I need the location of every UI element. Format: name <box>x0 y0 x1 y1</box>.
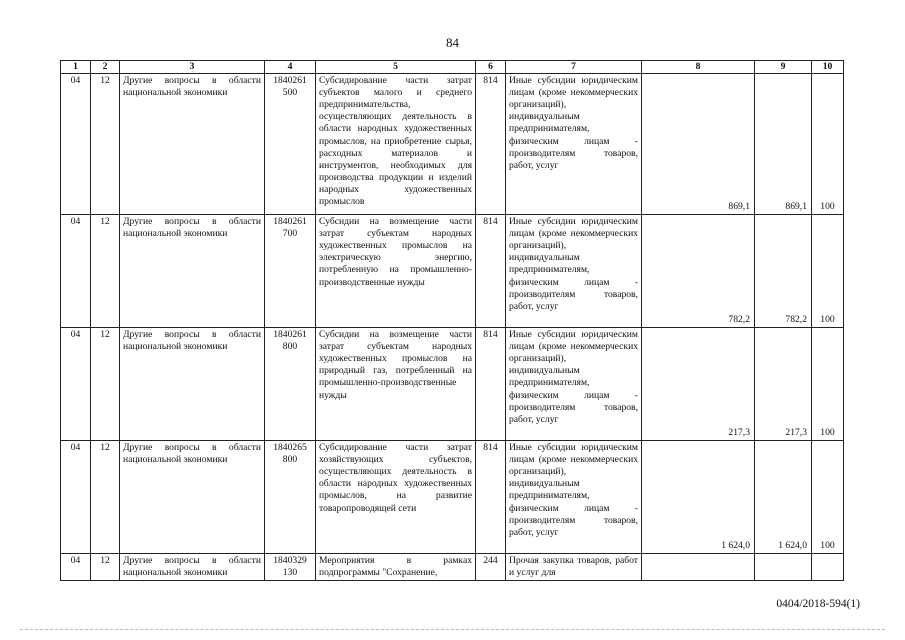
table-row <box>61 74 844 215</box>
target-article-code: 1840261 500 <box>265 74 316 215</box>
subsection-code: 12 <box>91 441 120 554</box>
actual-amount: 782,2 <box>755 215 812 328</box>
execution-percent: 100 <box>812 441 844 554</box>
subsection-code: 12 <box>91 554 120 581</box>
actual-amount <box>755 554 812 581</box>
target-article-code: 1840265 800 <box>265 441 316 554</box>
table-row <box>61 441 844 554</box>
col-header-3: 3 <box>120 61 265 74</box>
expense-type-name: Иные субсидии юридическим лицам (кроме некоммерческих организаций), индивидуальным предпринимателям, физическим лицам - производителям товаров, работ, услуг <box>506 441 642 554</box>
section-code: 04 <box>61 74 91 215</box>
section-name: Другие вопросы в области национальной экономики <box>120 554 265 581</box>
document-code: 0404/2018-594(1) <box>776 598 860 610</box>
table-row <box>61 215 844 328</box>
col-header-4: 4 <box>265 61 316 74</box>
col-header-5: 5 <box>316 61 476 74</box>
col-header-2: 2 <box>91 61 120 74</box>
col-header-9: 9 <box>755 61 812 74</box>
expense-type-code: 814 <box>476 441 506 554</box>
section-code: 04 <box>61 328 91 441</box>
section-name: Другие вопросы в области национальной экономики <box>120 215 265 328</box>
expense-type-name: Иные субсидии юридическим лицам (кроме некоммерческих организаций), индивидуальным предпринимателям, физическим лицам - производителям товаров, работ, услуг <box>506 74 642 215</box>
article-description: Субсидии на возмещение части затрат субъектам народных художественных промыслов на природный газ, потребленный на промышленно-производственные нужды <box>316 328 476 441</box>
col-header-1: 1 <box>61 61 91 74</box>
planned-amount: 869,1 <box>642 74 755 215</box>
section-name: Другие вопросы в области национальной экономики <box>120 441 265 554</box>
section-name: Другие вопросы в области национальной экономики <box>120 328 265 441</box>
col-header-10: 10 <box>812 61 844 74</box>
section-code: 04 <box>61 554 91 581</box>
expense-type-name: Иные субсидии юридическим лицам (кроме некоммерческих организаций), индивидуальным предпринимателям, физическим лицам - производителям товаров, работ, услуг <box>506 328 642 441</box>
article-description: Мероприятия в рамках подпрограммы "Сохранение, <box>316 554 476 581</box>
planned-amount: 1 624,0 <box>642 441 755 554</box>
target-article-code: 1840261 700 <box>265 215 316 328</box>
table-row <box>61 328 844 441</box>
execution-percent: 100 <box>812 215 844 328</box>
expense-type-code: 814 <box>476 74 506 215</box>
target-article-code: 1840329 130 <box>265 554 316 581</box>
expense-type-name: Прочая закупка товаров, работ и услуг для <box>506 554 642 581</box>
page-bottom-divider <box>20 629 885 630</box>
article-description: Субсидирование части затрат субъектов малого и среднего предпринимательства, осуществляющих деятельность в области народных художественных промыслов, на приобретение сырья, расходных материалов и инструментов, необходимых для производства продукции и изделий народных художественных промыслов <box>316 74 476 215</box>
actual-amount: 1 624,0 <box>755 441 812 554</box>
subsection-code: 12 <box>91 215 120 328</box>
subsection-code: 12 <box>91 74 120 215</box>
actual-amount: 869,1 <box>755 74 812 215</box>
expense-type-code: 814 <box>476 328 506 441</box>
planned-amount <box>642 554 755 581</box>
planned-amount: 217,3 <box>642 328 755 441</box>
expense-type-name: Иные субсидии юридическим лицам (кроме некоммерческих организаций), индивидуальным предпринимателям, физическим лицам - производителям товаров, работ, услуг <box>506 215 642 328</box>
subsection-code: 12 <box>91 328 120 441</box>
col-header-7: 7 <box>506 61 642 74</box>
col-header-6: 6 <box>476 61 506 74</box>
section-name: Другие вопросы в области национальной экономики <box>120 74 265 215</box>
execution-percent <box>812 554 844 581</box>
expense-type-code: 244 <box>476 554 506 581</box>
col-header-8: 8 <box>642 61 755 74</box>
table-row <box>61 554 844 581</box>
article-description: Субсидии на возмещение части затрат субъектам народных художественных промыслов на электрическую энергию, потребленную на промышленно-производственные нужды <box>316 215 476 328</box>
section-code: 04 <box>61 441 91 554</box>
execution-percent: 100 <box>812 328 844 441</box>
budget-table <box>60 60 844 581</box>
execution-percent: 100 <box>812 74 844 215</box>
expense-type-code: 814 <box>476 215 506 328</box>
section-code: 04 <box>61 215 91 328</box>
actual-amount: 217,3 <box>755 328 812 441</box>
planned-amount: 782,2 <box>642 215 755 328</box>
page-number: 84 <box>446 35 459 50</box>
article-description: Субсидирование части затрат хозяйствующих субъектов, осуществляющих деятельность в области народных художественных промыслов, на развитие товаропроводящей сети <box>316 441 476 554</box>
header-row <box>61 61 844 74</box>
target-article-code: 1840261 800 <box>265 328 316 441</box>
